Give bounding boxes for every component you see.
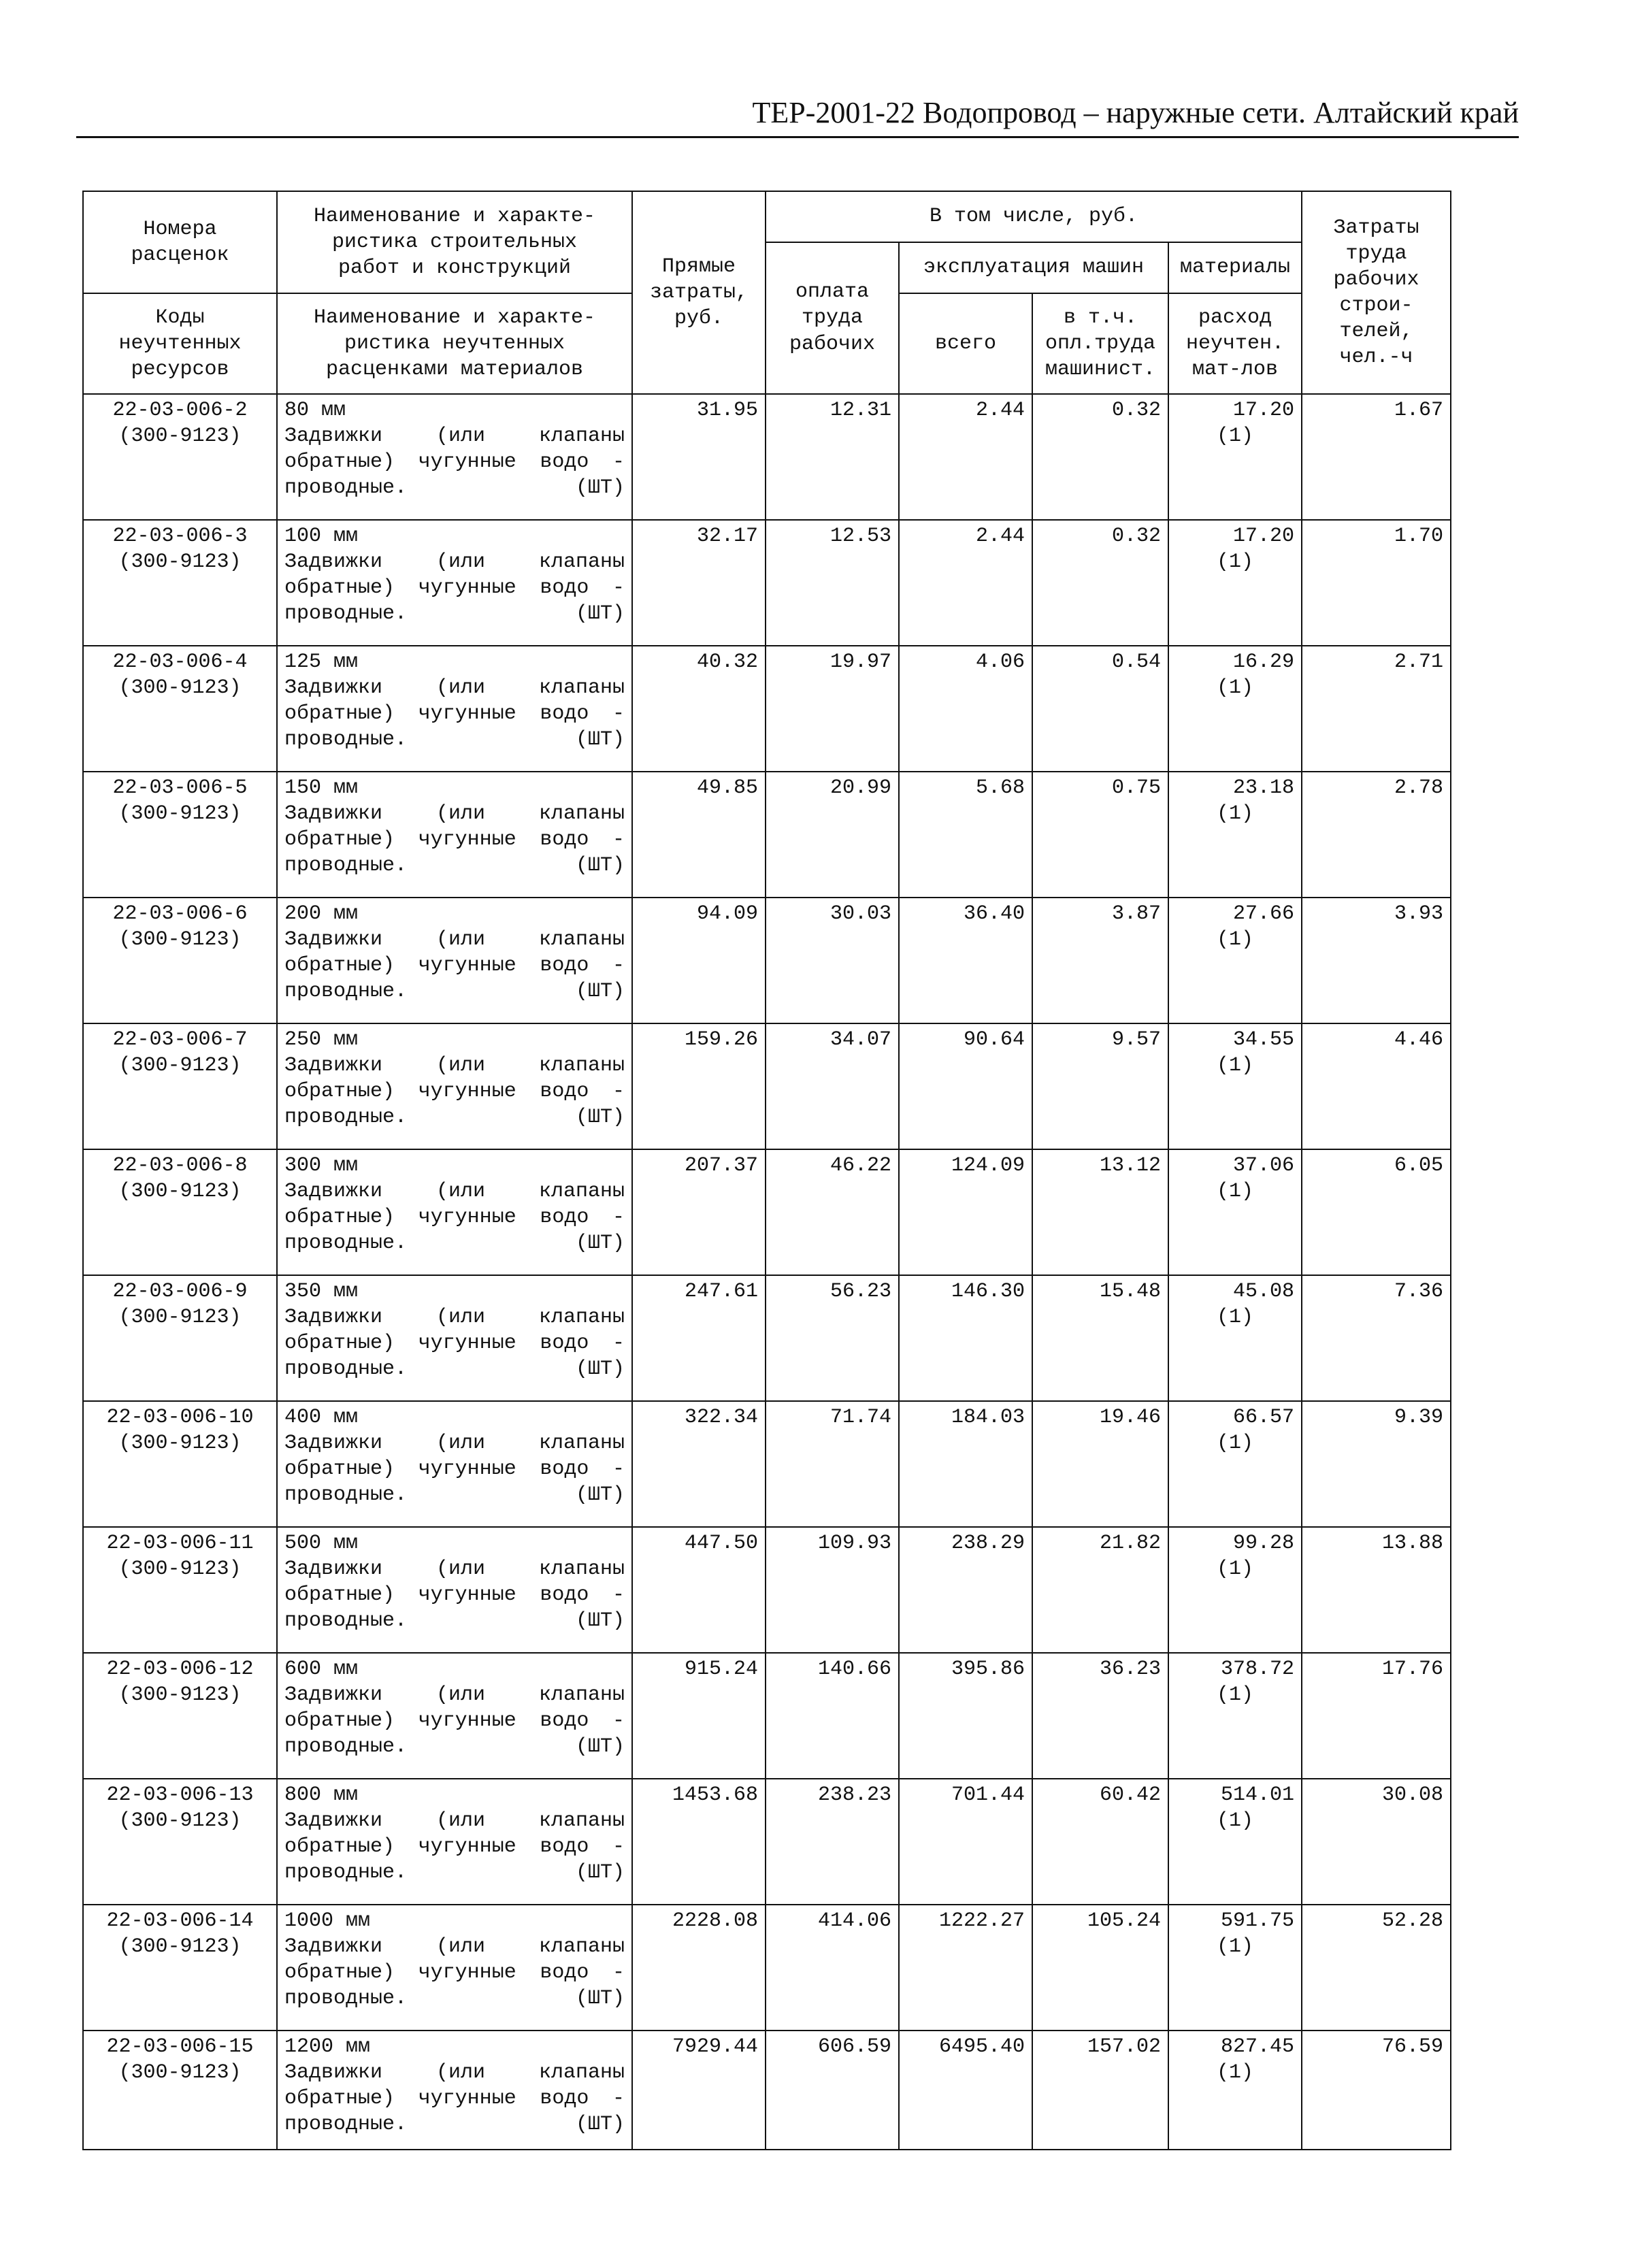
material-desc-line1: Задвижки (или клапаны [284, 1809, 625, 1833]
machine-total-value: 4.06 [899, 646, 1032, 772]
rate-code-cell [83, 1023, 277, 1149]
rate-code: 22-03-006-12 [106, 1658, 254, 1681]
labor-hours-value: 3.93 [1302, 898, 1451, 1023]
materials-quantity: (1) [1217, 1558, 1254, 1581]
rate-code: 22-03-006-2 [112, 399, 248, 422]
material-unit: (ШТ) [575, 476, 625, 500]
material-unit: (ШТ) [575, 980, 625, 1004]
work-name-cell [277, 520, 632, 646]
rate-code: 22-03-006-10 [106, 1406, 254, 1429]
machine-total-value: 238.29 [899, 1527, 1032, 1653]
page-header: ТЕР-2001-22 Водопровод – наружные сети. Алтайский край [752, 96, 1519, 129]
materials-cell [1168, 2031, 1302, 2150]
material-desc-line1: Задвижки (или клапаны [284, 550, 625, 574]
material-desc-line2: обратные) чугунные водо - [284, 702, 625, 726]
material-unit: (ШТ) [575, 1987, 625, 2011]
material-desc-end: проводные. [284, 2113, 408, 2137]
labor-hours-value: 13.88 [1302, 1527, 1451, 1653]
labor-pay-value: 71.74 [766, 1401, 899, 1527]
materials-value: 827.45 [1220, 2035, 1294, 2058]
rate-code-cell [83, 1401, 277, 1527]
machine-total-value: 146.30 [899, 1275, 1032, 1401]
materials-quantity: (1) [1217, 550, 1254, 574]
labor-hours-value: 4.46 [1302, 1023, 1451, 1149]
machine-total-value: 5.68 [899, 772, 1032, 898]
material-unit: (ШТ) [575, 1609, 625, 1633]
materials-cell [1168, 394, 1302, 520]
labor-pay-value: 140.66 [766, 1653, 899, 1779]
material-desc-line2: обратные) чугунные водо - [284, 1332, 625, 1355]
machine-total-value: 90.64 [899, 1023, 1032, 1149]
material-unit: (ШТ) [575, 854, 625, 878]
material-unit: (ШТ) [575, 1483, 625, 1507]
work-size: 400 мм [284, 1406, 359, 1429]
materials-value: 591.75 [1220, 1909, 1294, 1933]
table-row [83, 2031, 1451, 2150]
rate-code: 22-03-006-13 [106, 1784, 254, 1807]
materials-quantity: (1) [1217, 1432, 1254, 1456]
resource-code: (300-9123) [118, 1054, 242, 1078]
materials-value: 17.20 [1232, 399, 1294, 422]
table-row [83, 1275, 1451, 1401]
material-desc-line2: обратные) чугунные водо - [284, 1709, 625, 1733]
machine-total-value: 124.09 [899, 1149, 1032, 1275]
materials-value: 66.57 [1232, 1406, 1294, 1429]
material-desc-line2: обратные) чугунные водо - [284, 1583, 625, 1607]
work-name-cell [277, 1779, 632, 1905]
materials-cell [1168, 1527, 1302, 1653]
labor-pay-value: 19.97 [766, 646, 899, 772]
machine-operator-pay-value: 36.23 [1032, 1653, 1168, 1779]
header-material-name: Наименование и характе- ристика неучтенных расценками материалов [277, 293, 632, 394]
resource-code: (300-9123) [118, 1935, 242, 1959]
labor-hours-value: 2.71 [1302, 646, 1451, 772]
direct-cost-value: 40.32 [632, 646, 766, 772]
materials-cell [1168, 1401, 1302, 1527]
header-resource-codes: Коды неучтенных ресурсов [83, 293, 277, 394]
machine-total-value: 184.03 [899, 1401, 1032, 1527]
resource-code: (300-9123) [118, 550, 242, 574]
work-size: 350 мм [284, 1280, 359, 1303]
materials-cell [1168, 520, 1302, 646]
rate-code: 22-03-006-3 [112, 525, 248, 548]
work-size: 250 мм [284, 1028, 359, 1051]
material-desc-end: проводные. [284, 1609, 408, 1633]
labor-hours-value: 30.08 [1302, 1779, 1451, 1905]
material-desc-line2: обратные) чугунные водо - [284, 450, 625, 474]
table-row [83, 772, 1451, 898]
header-machine-total: всего [899, 293, 1032, 394]
labor-pay-value: 414.06 [766, 1905, 899, 2031]
materials-cell [1168, 1023, 1302, 1149]
material-desc-line3 [284, 2111, 625, 2137]
table-row [83, 1023, 1451, 1149]
materials-cell [1168, 1149, 1302, 1275]
material-unit: (ШТ) [575, 1106, 625, 1130]
material-desc-end: проводные. [284, 1358, 408, 1381]
machine-operator-pay-value: 21.82 [1032, 1527, 1168, 1653]
materials-cell [1168, 1275, 1302, 1401]
materials-value: 99.28 [1232, 1532, 1294, 1555]
table-row [83, 1527, 1451, 1653]
header-materials: материалы [1168, 242, 1302, 293]
material-desc-end: проводные. [284, 1861, 408, 1885]
machine-operator-pay-value: 13.12 [1032, 1149, 1168, 1275]
rate-code-cell [83, 1275, 277, 1401]
materials-value: 23.18 [1232, 776, 1294, 800]
material-desc-line3 [284, 853, 625, 878]
direct-cost-value: 1453.68 [632, 1779, 766, 1905]
materials-cell [1168, 1779, 1302, 1905]
material-desc-line1: Задвижки (или клапаны [284, 1432, 625, 1456]
materials-quantity: (1) [1217, 1180, 1254, 1204]
material-desc-line3 [284, 1986, 625, 2011]
work-name-cell [277, 898, 632, 1023]
material-desc-line3 [284, 1860, 625, 1886]
work-size: 800 мм [284, 1784, 359, 1807]
labor-pay-value: 12.53 [766, 520, 899, 646]
materials-quantity: (1) [1217, 425, 1254, 448]
material-desc-line3 [284, 601, 625, 627]
material-desc-end: проводные. [284, 476, 408, 500]
rate-code-cell [83, 898, 277, 1023]
machine-operator-pay-value: 0.32 [1032, 394, 1168, 520]
material-desc-end: проводные. [284, 1232, 408, 1255]
work-name-cell [277, 1275, 632, 1401]
work-size: 100 мм [284, 525, 359, 548]
header-including: В том числе, руб. [766, 191, 1302, 242]
material-unit: (ШТ) [575, 1358, 625, 1381]
material-desc-line1: Задвижки (или клапаны [284, 1054, 625, 1078]
material-desc-line3 [284, 1608, 625, 1634]
direct-cost-value: 49.85 [632, 772, 766, 898]
material-desc-end: проводные. [284, 1735, 408, 1759]
machine-operator-pay-value: 19.46 [1032, 1401, 1168, 1527]
materials-value: 16.29 [1232, 651, 1294, 674]
direct-cost-value: 31.95 [632, 394, 766, 520]
labor-pay-value: 20.99 [766, 772, 899, 898]
direct-cost-value: 2228.08 [632, 1905, 766, 2031]
header-work-name: Наименование и характе- ристика строительных работ и конструкций [277, 191, 632, 293]
resource-code: (300-9123) [118, 1306, 242, 1330]
resource-code: (300-9123) [118, 928, 242, 952]
material-unit: (ШТ) [575, 1232, 625, 1255]
rate-code: 22-03-006-8 [112, 1154, 248, 1177]
rate-code: 22-03-006-7 [112, 1028, 248, 1051]
work-name-cell [277, 1653, 632, 1779]
resource-code: (300-9123) [118, 802, 242, 826]
materials-quantity: (1) [1217, 1054, 1254, 1078]
table-row [83, 1779, 1451, 1905]
table-row [83, 520, 1451, 646]
direct-cost-value: 159.26 [632, 1023, 766, 1149]
rate-code-cell [83, 646, 277, 772]
machine-operator-pay-value: 0.32 [1032, 520, 1168, 646]
rate-code: 22-03-006-11 [106, 1532, 254, 1555]
resource-code: (300-9123) [118, 425, 242, 448]
material-desc-line1: Задвижки (или клапаны [284, 425, 625, 448]
rate-code-cell [83, 2031, 277, 2150]
table-row [83, 1905, 1451, 2031]
labor-hours-value: 6.05 [1302, 1149, 1451, 1275]
labor-pay-value: 12.31 [766, 394, 899, 520]
material-unit: (ШТ) [575, 1861, 625, 1885]
materials-value: 17.20 [1232, 525, 1294, 548]
rate-code: 22-03-006-5 [112, 776, 248, 800]
materials-value: 27.66 [1232, 902, 1294, 925]
material-desc-line2: обратные) чугунные водо - [284, 954, 625, 978]
machine-total-value: 701.44 [899, 1779, 1032, 1905]
labor-hours-value: 9.39 [1302, 1401, 1451, 1527]
material-unit: (ШТ) [575, 728, 625, 752]
work-size: 300 мм [284, 1154, 359, 1177]
table-row [83, 898, 1451, 1023]
materials-quantity: (1) [1217, 1306, 1254, 1330]
work-name-cell [277, 1023, 632, 1149]
material-desc-line3 [284, 475, 625, 501]
machine-operator-pay-value: 157.02 [1032, 2031, 1168, 2150]
work-name-cell [277, 2031, 632, 2150]
rate-code: 22-03-006-9 [112, 1280, 248, 1303]
labor-pay-value: 46.22 [766, 1149, 899, 1275]
rate-code: 22-03-006-6 [112, 902, 248, 925]
machine-total-value: 2.44 [899, 520, 1032, 646]
material-desc-line2: обратные) чугунные водо - [284, 1206, 625, 1230]
labor-pay-value: 56.23 [766, 1275, 899, 1401]
table-row [83, 1149, 1451, 1275]
rate-code-cell [83, 1905, 277, 2031]
materials-quantity: (1) [1217, 676, 1254, 700]
materials-cell [1168, 1905, 1302, 2031]
material-desc-line1: Задвижки (или клапаны [284, 1558, 625, 1581]
direct-cost-value: 915.24 [632, 1653, 766, 1779]
header-labor-hours: Затраты труда рабочих строи- телей, чел.-ч [1302, 191, 1451, 394]
material-desc-end: проводные. [284, 1106, 408, 1130]
materials-quantity: (1) [1217, 2061, 1254, 2085]
rate-code-cell [83, 394, 277, 520]
material-desc-line3 [284, 1734, 625, 1760]
materials-cell [1168, 898, 1302, 1023]
header-rate-numbers: Номера расценок [83, 191, 277, 293]
direct-cost-value: 207.37 [632, 1149, 766, 1275]
machine-operator-pay-value: 15.48 [1032, 1275, 1168, 1401]
work-size: 1000 мм [284, 1909, 371, 1933]
header-rule [76, 136, 1519, 138]
labor-hours-value: 7.36 [1302, 1275, 1451, 1401]
material-desc-line1: Задвижки (или клапаны [284, 1306, 625, 1330]
work-name-cell [277, 1401, 632, 1527]
header-labor-pay: оплата труда рабочих [766, 242, 899, 394]
resource-code: (300-9123) [118, 1809, 242, 1833]
table-row [83, 1401, 1451, 1527]
work-size: 600 мм [284, 1658, 359, 1681]
rate-code-cell [83, 1653, 277, 1779]
header-direct-costs: Прямые затраты, руб. [632, 191, 766, 394]
material-desc-line2: обратные) чугунные водо - [284, 1458, 625, 1481]
work-size: 80 мм [284, 399, 346, 422]
resource-code: (300-9123) [118, 1432, 242, 1456]
table-row [83, 394, 1451, 520]
machine-operator-pay-value: 105.24 [1032, 1905, 1168, 2031]
material-desc-line1: Задвижки (или клапаны [284, 1180, 625, 1204]
machine-total-value: 395.86 [899, 1653, 1032, 1779]
machine-total-value: 6495.40 [899, 2031, 1032, 2150]
materials-quantity: (1) [1217, 1935, 1254, 1959]
material-desc-end: проводные. [284, 1987, 408, 2011]
material-desc-line2: обратные) чугунные водо - [284, 576, 625, 600]
work-size: 125 мм [284, 651, 359, 674]
rate-code-cell [83, 772, 277, 898]
rate-code: 22-03-006-14 [106, 1909, 254, 1933]
material-desc-line3 [284, 1482, 625, 1508]
material-desc-end: проводные. [284, 1483, 408, 1507]
labor-hours-value: 17.76 [1302, 1653, 1451, 1779]
material-desc-line3 [284, 1230, 625, 1256]
material-desc-line1: Задвижки (или клапаны [284, 1683, 625, 1707]
materials-cell [1168, 646, 1302, 772]
direct-cost-value: 447.50 [632, 1527, 766, 1653]
material-desc-line1: Задвижки (или клапаны [284, 802, 625, 826]
rate-code-cell [83, 1779, 277, 1905]
labor-pay-value: 109.93 [766, 1527, 899, 1653]
rates-table [82, 191, 1451, 2150]
material-desc-end: проводные. [284, 980, 408, 1004]
material-unit: (ШТ) [575, 2113, 625, 2137]
work-name-cell [277, 646, 632, 772]
labor-pay-value: 30.03 [766, 898, 899, 1023]
work-size: 150 мм [284, 776, 359, 800]
materials-value: 378.72 [1220, 1658, 1294, 1681]
machine-operator-pay-value: 9.57 [1032, 1023, 1168, 1149]
material-desc-line1: Задвижки (или клапаны [284, 676, 625, 700]
work-name-cell [277, 772, 632, 898]
materials-value: 37.06 [1232, 1154, 1294, 1177]
materials-quantity: (1) [1217, 1809, 1254, 1833]
materials-quantity: (1) [1217, 928, 1254, 952]
material-desc-line3 [284, 1356, 625, 1382]
labor-hours-value: 1.67 [1302, 394, 1451, 520]
resource-code: (300-9123) [118, 1558, 242, 1581]
material-desc-line2: обратные) чугунные водо - [284, 1835, 625, 1859]
material-desc-line2: обратные) чугунные водо - [284, 828, 625, 852]
work-name-cell [277, 394, 632, 520]
machine-operator-pay-value: 0.54 [1032, 646, 1168, 772]
materials-value: 45.08 [1232, 1280, 1294, 1303]
resource-code: (300-9123) [118, 1180, 242, 1204]
machine-operator-pay-value: 0.75 [1032, 772, 1168, 898]
materials-cell [1168, 772, 1302, 898]
work-name-cell [277, 1905, 632, 2031]
machine-total-value: 36.40 [899, 898, 1032, 1023]
labor-hours-value: 76.59 [1302, 2031, 1451, 2150]
materials-cell [1168, 1653, 1302, 1779]
material-desc-end: проводные. [284, 602, 408, 626]
material-desc-line2: обратные) чугунные водо - [284, 2087, 625, 2111]
material-desc-line3 [284, 979, 625, 1004]
rate-code-cell [83, 1527, 277, 1653]
work-name-cell [277, 1527, 632, 1653]
machine-operator-pay-value: 60.42 [1032, 1779, 1168, 1905]
header-materials-consumption: расход неучтен. мат-лов [1168, 293, 1302, 394]
rate-code: 22-03-006-15 [106, 2035, 254, 2058]
resource-code: (300-9123) [118, 2061, 242, 2085]
material-desc-line2: обратные) чугунные водо - [284, 1080, 625, 1104]
rate-code: 22-03-006-4 [112, 651, 248, 674]
material-desc-line1: Задвижки (или клапаны [284, 2061, 625, 2085]
material-desc-line2: обратные) чугунные водо - [284, 1961, 625, 1985]
labor-hours-value: 52.28 [1302, 1905, 1451, 2031]
header-machine-operator-pay: в т.ч. опл.труда машинист. [1032, 293, 1168, 394]
machine-total-value: 1222.27 [899, 1905, 1032, 2031]
table-row [83, 646, 1451, 772]
materials-quantity: (1) [1217, 1683, 1254, 1707]
direct-cost-value: 94.09 [632, 898, 766, 1023]
rate-code-cell [83, 1149, 277, 1275]
machine-operator-pay-value: 3.87 [1032, 898, 1168, 1023]
labor-pay-value: 606.59 [766, 2031, 899, 2150]
labor-hours-value: 2.78 [1302, 772, 1451, 898]
header-machine-operation: эксплуатация машин [899, 242, 1168, 293]
material-unit: (ШТ) [575, 1735, 625, 1759]
machine-total-value: 2.44 [899, 394, 1032, 520]
labor-pay-value: 238.23 [766, 1779, 899, 1905]
labor-hours-value: 1.70 [1302, 520, 1451, 646]
material-desc-line3 [284, 1104, 625, 1130]
materials-value: 514.01 [1220, 1784, 1294, 1807]
direct-cost-value: 322.34 [632, 1401, 766, 1527]
labor-pay-value: 34.07 [766, 1023, 899, 1149]
work-name-cell [277, 1149, 632, 1275]
material-desc-line1: Задвижки (или клапаны [284, 1935, 625, 1959]
materials-quantity: (1) [1217, 802, 1254, 826]
work-size: 1200 мм [284, 2035, 371, 2058]
material-desc-line3 [284, 727, 625, 753]
resource-code: (300-9123) [118, 1683, 242, 1707]
direct-cost-value: 7929.44 [632, 2031, 766, 2150]
materials-value: 34.55 [1232, 1028, 1294, 1051]
material-unit: (ШТ) [575, 602, 625, 626]
table-body [83, 394, 1451, 2150]
table-header [83, 191, 1451, 394]
material-desc-end: проводные. [284, 854, 408, 878]
material-desc-end: проводные. [284, 728, 408, 752]
rate-code-cell [83, 520, 277, 646]
work-size: 200 мм [284, 902, 359, 925]
resource-code: (300-9123) [118, 676, 242, 700]
table-row [83, 1653, 1451, 1779]
material-desc-line1: Задвижки (или клапаны [284, 928, 625, 952]
work-size: 500 мм [284, 1532, 359, 1555]
direct-cost-value: 247.61 [632, 1275, 766, 1401]
direct-cost-value: 32.17 [632, 520, 766, 646]
